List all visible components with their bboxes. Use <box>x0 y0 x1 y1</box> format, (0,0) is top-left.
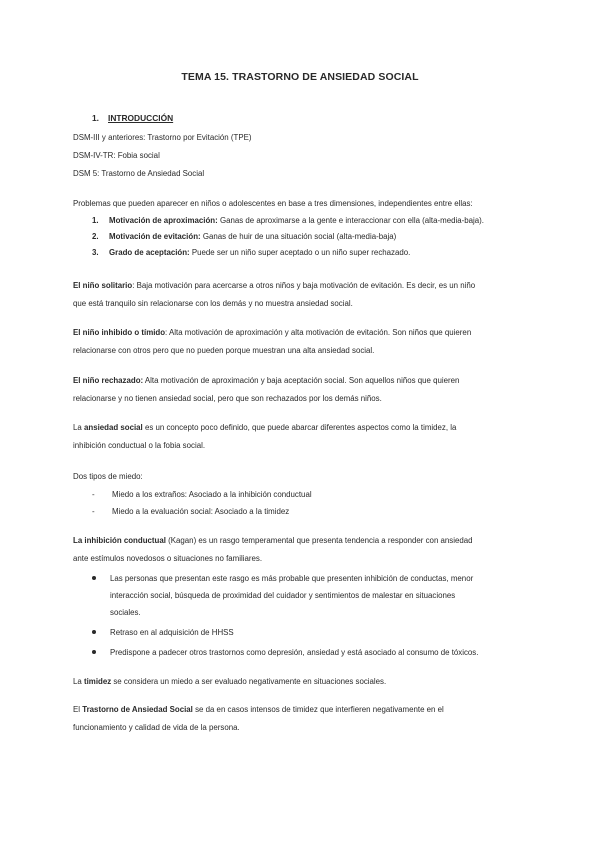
text: El <box>73 705 83 714</box>
inhibicion-bullets <box>92 570 532 661</box>
item-text: Ganas de aproximarse a la gente e interaccionar con ella (alta-media-baja). <box>217 216 484 225</box>
item-term: Motivación de evitación: <box>109 232 201 241</box>
list-item <box>92 624 532 641</box>
item-term: Motivación de aproximación: <box>109 216 218 225</box>
item-text: Miedo a los extraños: Asociado a la inhibición conductual <box>112 490 312 499</box>
paragraph-timidez <box>73 673 528 691</box>
text: : Baja motivación para acercarse a otros niños y baja motivación de evitación. Es decir, es un niño <box>132 281 476 290</box>
miedo-list <box>92 486 312 520</box>
miedo-intro <box>73 468 528 486</box>
text: relacionarse con otros pero que no pueden porque muestran una alta ansiedad social. <box>73 346 375 355</box>
item-number: 3. <box>92 248 99 257</box>
text: se considera un miedo a ser evaluado negativamente en situaciones sociales. <box>111 677 387 686</box>
list-item <box>92 229 532 245</box>
paragraph-nino-inhibido <box>73 324 528 360</box>
paragraph-nino-solitario <box>73 277 528 313</box>
item-text: Predispone a padecer otros trastornos como depresión, ansiedad y está asociado al consumo de tóxicos. <box>110 648 479 657</box>
list-item <box>92 486 312 503</box>
problems-intro <box>73 195 528 213</box>
section-label: INTRODUCCIÓN <box>108 113 174 123</box>
text: que está tranquilo sin relacionarse con los demás y no muestra ansiedad social. <box>73 299 353 308</box>
item-term: Grado de aceptación: <box>109 248 190 257</box>
list-item <box>92 503 312 520</box>
text: La <box>73 677 84 686</box>
term: El niño rechazado: <box>73 376 144 385</box>
term: Trastorno de Ansiedad Social <box>82 705 193 714</box>
list-item <box>92 644 532 661</box>
list-item <box>92 245 532 261</box>
item-text: Miedo a la evaluación social: Asociado a la timidez <box>112 507 290 516</box>
item-text: Las personas que presentan este rasgo es más probable que presenten inhibición de conductas, menor <box>110 574 474 583</box>
term: La inhibición conductual <box>73 536 166 545</box>
list-item <box>92 213 532 229</box>
problems-intro-text: Problemas que pueden aparecer en niños o adolescentes en base a tres dimensiones, independientes entre ellas: <box>73 199 473 208</box>
text: La <box>73 423 84 432</box>
item-text: Puede ser un niño super aceptado o un niño super rechazado. <box>189 248 411 257</box>
item-text: sociales. <box>110 608 141 617</box>
dsm-list <box>73 129 528 183</box>
dsm-line: DSM-III y anteriores: Trastorno por Evitación (TPE) <box>73 133 252 142</box>
dash-marker: - <box>92 490 95 499</box>
dimensions-list <box>92 213 532 261</box>
text: ante estímulos novedosos o situaciones no familiares. <box>73 554 263 563</box>
list-item <box>92 570 532 621</box>
dsm-line: DSM 5: Trastorno de Ansiedad Social <box>73 169 205 178</box>
text: inhibición conductual o la fobia social. <box>73 441 206 450</box>
paragraph-inhibicion-conductual <box>73 532 528 568</box>
dsm-line: DSM-IV-TR: Fobia social <box>73 151 160 160</box>
item-number: 2. <box>92 232 99 241</box>
text: Alta motivación de aproximación y baja aceptación social. Son aquellos niños que quieren <box>143 376 460 385</box>
section-heading <box>92 113 173 123</box>
section-number: 1. <box>92 113 99 123</box>
term: timidez <box>83 677 112 686</box>
item-text: Ganas de huir de una situación social (alta-media-baja) <box>200 232 397 241</box>
text: es un concepto poco definido, que puede abarcar diferentes aspectos como la timidez, la <box>142 423 457 432</box>
term: ansiedad social <box>83 423 143 432</box>
term: El niño solitario <box>73 281 133 290</box>
miedo-intro-text: Dos tipos de miedo: <box>73 472 143 481</box>
bullet-icon <box>92 650 96 654</box>
text: relacionarse y no tienen ansiedad social, pero que son rechazados por los demás niños. <box>73 394 382 403</box>
dash-marker: - <box>92 507 95 516</box>
term: El niño inhibido o tímido <box>73 328 166 337</box>
text: (Kagan) es un rasgo temperamental que presenta tendencia a responder con ansiedad <box>165 536 473 545</box>
paragraph-ansiedad-social <box>73 419 528 455</box>
paragraph-trastorno-ansiedad-social <box>73 701 528 737</box>
text: : Alta motivación de aproximación y alta motivación de evitación. Son niños que quieren <box>165 328 472 337</box>
item-text: interacción social, búsqueda de proximidad del cuidador y sentimientos de malestar en situaciones <box>110 591 456 600</box>
paragraph-nino-rechazado <box>73 372 528 408</box>
text: funcionamiento y calidad de vida de la persona. <box>73 723 240 732</box>
bullet-icon <box>92 630 96 634</box>
item-number: 1. <box>92 216 99 225</box>
page-title: TEMA 15. TRASTORNO DE ANSIEDAD SOCIAL <box>181 71 419 83</box>
item-text: Retraso en al adquisición de HHSS <box>110 628 234 637</box>
text: se da en casos intensos de timidez que interfieren negativamente en el <box>192 705 444 714</box>
bullet-icon <box>92 576 96 580</box>
